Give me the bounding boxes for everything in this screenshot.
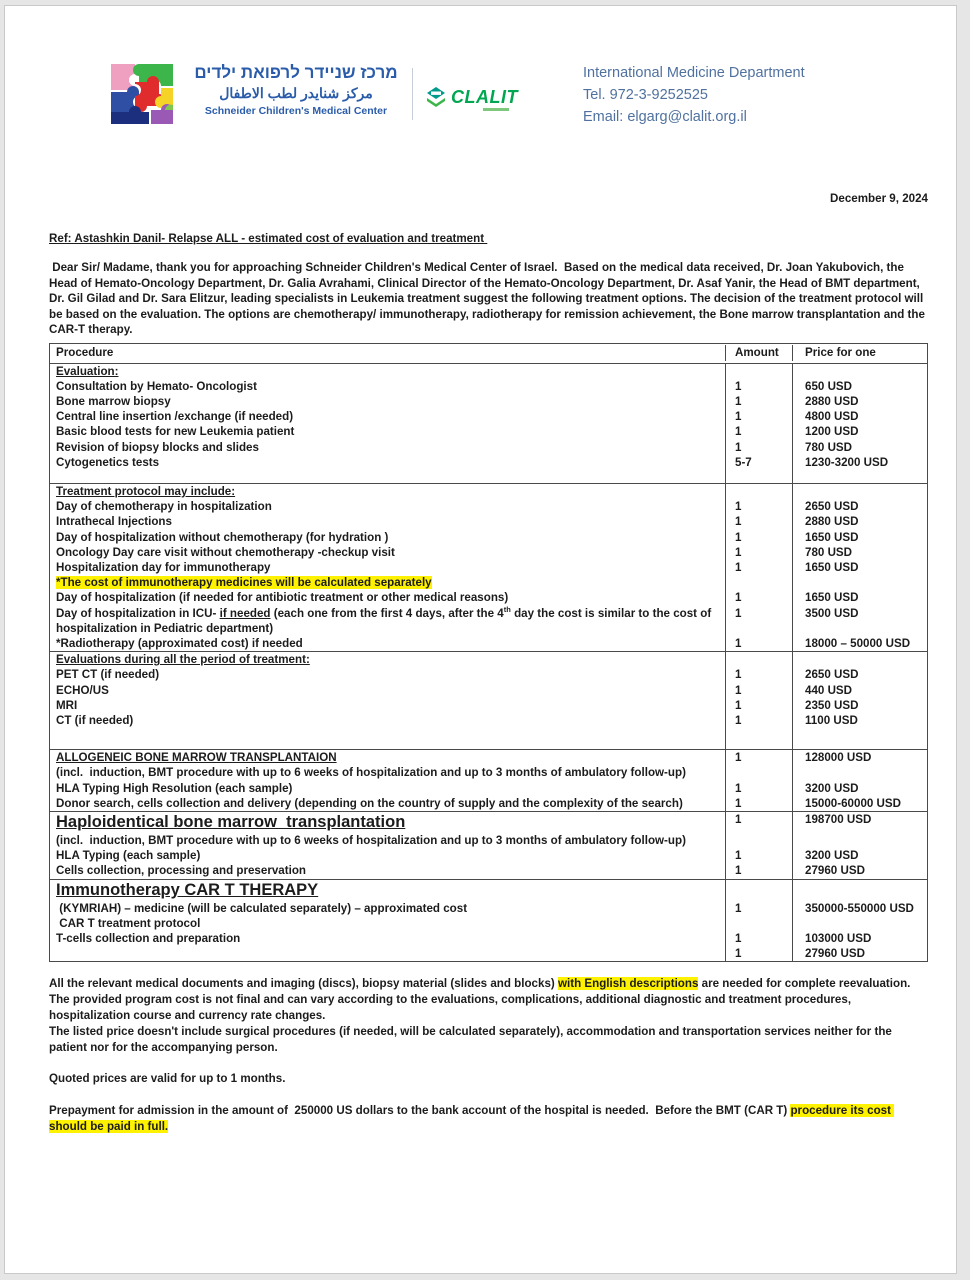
price-cell xyxy=(792,916,927,931)
text-segment: Day of hospitalization in ICU- xyxy=(56,606,220,620)
table-section xyxy=(50,750,927,812)
amount-cell: 1 xyxy=(725,394,792,409)
clalit-wordmark: CLALIT xyxy=(451,86,518,107)
text-segment: Treatment protocol may include: xyxy=(56,484,236,498)
amount-cell xyxy=(725,765,792,780)
procedure-cell xyxy=(50,683,725,698)
amount-cell: 1 xyxy=(725,863,792,878)
price-cell: 18000 – 50000 USD xyxy=(792,636,927,651)
procedure-cell xyxy=(50,728,725,749)
procedure-cell xyxy=(50,379,725,394)
amount-cell: 1 xyxy=(725,931,792,946)
text-segment: Evaluations during all the period of treatment: xyxy=(56,653,310,667)
text-segment: procedure its cost should be paid in full. xyxy=(49,1104,895,1133)
text-segment: Basic blood tests for new Leukemia patient xyxy=(56,425,295,439)
amount-cell: 1 xyxy=(725,545,792,560)
table-row xyxy=(50,863,927,878)
amount-cell xyxy=(725,833,792,848)
price-cell xyxy=(792,364,927,379)
procedure-cell xyxy=(50,364,725,379)
amount-cell: 1 xyxy=(725,636,792,651)
table-row xyxy=(50,916,927,931)
price-cell xyxy=(792,880,927,901)
amount-cell: 1 xyxy=(725,946,792,961)
procedure-cell xyxy=(50,484,725,499)
amount-cell: 1 xyxy=(725,530,792,545)
table-row xyxy=(50,484,927,499)
cost-table xyxy=(49,343,928,963)
procedure-cell xyxy=(50,636,725,651)
amount-cell xyxy=(725,575,792,590)
department-name: International Medicine Department xyxy=(583,65,805,81)
procedure-cell xyxy=(50,698,725,713)
text-segment: (KYMRIAH) – medicine (will be calculated separately) – approximated cost xyxy=(56,901,468,915)
amount-cell: 1 xyxy=(725,667,792,682)
text-segment: Day of chemotherapy in hospitalization xyxy=(56,500,272,514)
table-section xyxy=(50,364,927,484)
letter-date: December 9, 2024 xyxy=(830,192,928,205)
amount-cell: 1 xyxy=(725,901,792,916)
amount-cell: 1 xyxy=(725,848,792,863)
price-cell xyxy=(792,575,927,590)
table-row xyxy=(50,470,927,483)
table-row xyxy=(50,765,927,780)
text-segment: HLA Typing High Resolution (each sample) xyxy=(56,781,293,795)
table-row xyxy=(50,590,927,605)
clalit-logo xyxy=(425,86,518,108)
table-row xyxy=(50,683,927,698)
text-segment: with English descriptions xyxy=(557,977,699,991)
procedure-cell xyxy=(50,931,725,946)
letter-content xyxy=(49,192,928,1135)
hospital-name-arabic: مركز شنايدر لطب الاطفال xyxy=(219,85,373,101)
hospital-name-hebrew: מרכז שניידר לרפואת ילדים xyxy=(194,63,398,82)
text-segment: Intrathecal Injections xyxy=(56,515,172,529)
table-row xyxy=(50,606,927,636)
text-segment: (incl. induction, BMT procedure with up to 6 weeks of hospitalization and up to 3 months of ambulatory follow-up) xyxy=(56,766,686,780)
text-segment: ECHO/US xyxy=(56,683,109,697)
price-cell xyxy=(792,484,927,499)
amount-cell: 1 xyxy=(725,424,792,439)
amount-cell: 1 xyxy=(725,750,792,765)
price-cell: 1650 USD xyxy=(792,560,927,575)
text-segment: Immunotherapy CAR T THERAPY xyxy=(56,880,319,899)
procedure-cell xyxy=(50,499,725,514)
amount-cell xyxy=(725,484,792,499)
price-cell: 3500 USD xyxy=(792,606,927,636)
text-segment: Donor search, cells collection and delivery (depending on the country of supply and the complexity of the search) xyxy=(56,796,683,810)
price-cell: 3200 USD xyxy=(792,781,927,796)
table-row xyxy=(50,946,927,961)
text-segment: Day of hospitalization (if needed for antibiotic treatment or other medical reasons) xyxy=(56,591,509,605)
procedure-cell xyxy=(50,455,725,470)
table-row xyxy=(50,394,927,409)
text-segment: Haploidentical bone marrow transplantation xyxy=(56,812,406,831)
footer-paragraph xyxy=(49,992,928,1024)
footer-paragraph xyxy=(49,1103,928,1135)
price-cell: 4800 USD xyxy=(792,409,927,424)
text-segment: The provided program cost is not final and can vary according to the evaluations, complications, additional diagnostic and treatment procedures, hospitalization course and currency rate changes. xyxy=(49,993,855,1022)
procedure-cell xyxy=(50,713,725,728)
table-row xyxy=(50,901,927,916)
amount-cell: 1 xyxy=(725,683,792,698)
clalit-tagline-mark xyxy=(483,108,509,111)
footer-paragraph xyxy=(49,976,928,992)
table-row xyxy=(50,667,927,682)
amount-cell: 1 xyxy=(725,409,792,424)
footer-paragraph xyxy=(49,1071,928,1087)
text-segment: CT (if needed) xyxy=(56,713,134,727)
text-segment: All the relevant medical documents and imaging (discs), biopsy material (slides and blocks) xyxy=(49,977,558,991)
schneider-puzzle-logo-icon xyxy=(105,58,179,130)
text-segment: if needed xyxy=(219,606,271,620)
text-segment: *Radiotherapy (approximated cost) if needed xyxy=(56,636,303,650)
table-row xyxy=(50,636,927,651)
price-cell: 1650 USD xyxy=(792,530,927,545)
amount-cell: 1 xyxy=(725,796,792,811)
text-segment: Bone marrow biopsy xyxy=(56,394,171,408)
text-segment: The listed price doesn't include surgical procedures (if needed, will be calculated separately), accommodation and transportation services neither for the patient nor for the accompanying person. xyxy=(49,1024,896,1054)
table-row xyxy=(50,812,927,833)
amount-cell xyxy=(725,652,792,667)
price-cell: 1200 USD xyxy=(792,424,927,439)
amount-cell: 1 xyxy=(725,514,792,529)
price-cell: 27960 USD xyxy=(792,863,927,878)
table-section xyxy=(50,484,927,652)
text-segment: MRI xyxy=(56,698,78,712)
price-cell xyxy=(792,728,927,749)
table-row xyxy=(50,424,927,439)
email-address: Email: elgarg@clalit.org.il xyxy=(583,109,747,125)
procedure-cell xyxy=(50,440,725,455)
table-row xyxy=(50,781,927,796)
procedure-cell xyxy=(50,514,725,529)
price-cell: 2880 USD xyxy=(792,394,927,409)
amount-cell: 1 xyxy=(725,590,792,605)
text-segment: (incl. induction, BMT procedure with up to 6 weeks of hospitalization and up to 3 months of ambulatory follow-up) xyxy=(56,833,686,847)
footer-paragraph xyxy=(49,1024,928,1056)
text-segment: ALLOGENEIC BONE MARROW TRANSPLANTAION xyxy=(56,751,337,765)
procedure-cell xyxy=(50,750,725,765)
amount-cell xyxy=(725,916,792,931)
table-row xyxy=(50,713,927,728)
text-segment: Consultation by Hemato- Oncologist xyxy=(56,379,257,393)
procedure-cell xyxy=(50,765,725,780)
table-row xyxy=(50,440,927,455)
amount-cell: 1 xyxy=(725,499,792,514)
text-segment: Evaluation: xyxy=(56,364,119,378)
table-row xyxy=(50,796,927,811)
table-row xyxy=(50,530,927,545)
text-segment: Cells collection, processing and preservation xyxy=(56,864,306,878)
table-row xyxy=(50,848,927,863)
hospital-name-english: Schneider Children's Medical Center xyxy=(204,105,388,117)
amount-cell xyxy=(725,728,792,749)
table-row xyxy=(50,728,927,749)
text-segment: Oncology Day care visit without chemotherapy -checkup visit xyxy=(56,545,395,559)
table-row xyxy=(50,499,927,514)
price-cell: 27960 USD xyxy=(792,946,927,961)
amount-cell: 1 xyxy=(725,606,792,636)
price-cell: 2350 USD xyxy=(792,698,927,713)
price-cell: 350000-550000 USD xyxy=(792,901,927,916)
price-cell xyxy=(792,652,927,667)
text-segment: HLA Typing (each sample) xyxy=(56,849,201,863)
price-cell: 1230-3200 USD xyxy=(792,455,927,470)
table-row xyxy=(50,514,927,529)
price-cell: 2650 USD xyxy=(792,667,927,682)
table-row xyxy=(50,880,927,901)
procedure-cell xyxy=(50,424,725,439)
amount-cell: 1 xyxy=(725,713,792,728)
text-segment: Day of hospitalization without chemotherapy (for hydration ) xyxy=(56,530,389,544)
clalit-diamond-icon xyxy=(425,86,447,108)
price-cell: 1100 USD xyxy=(792,713,927,728)
procedure-cell xyxy=(50,545,725,560)
procedure-cell xyxy=(50,880,725,901)
procedure-cell xyxy=(50,606,725,636)
price-cell: 198700 USD xyxy=(792,812,927,833)
amount-cell xyxy=(725,880,792,901)
hospital-name-block xyxy=(187,62,405,119)
procedure-cell xyxy=(50,901,725,916)
price-cell xyxy=(792,765,927,780)
amount-cell: 1 xyxy=(725,440,792,455)
procedure-cell xyxy=(50,652,725,667)
table-row xyxy=(50,575,927,590)
procedure-cell xyxy=(50,409,725,424)
table-row xyxy=(50,833,927,848)
text-segment: Quoted prices are valid for up to 1 months. xyxy=(49,1072,286,1086)
amount-cell: 1 xyxy=(725,812,792,833)
procedure-cell xyxy=(50,530,725,545)
procedure-cell xyxy=(50,946,725,961)
price-cell: 2650 USD xyxy=(792,499,927,514)
amount-cell: 1 xyxy=(725,698,792,713)
text-segment: PET CT (if needed) xyxy=(56,668,160,682)
amount-cell xyxy=(725,470,792,483)
price-cell: 440 USD xyxy=(792,683,927,698)
table-section xyxy=(50,880,927,962)
amount-cell: 1 xyxy=(725,560,792,575)
table-header-row xyxy=(50,344,927,364)
table-row xyxy=(50,545,927,560)
amount-cell xyxy=(725,364,792,379)
amount-cell: 1 xyxy=(725,379,792,394)
procedure-cell xyxy=(50,781,725,796)
procedure-cell xyxy=(50,667,725,682)
text-segment: day the cost is similar to the cost of hospitalization in Pediatric department) xyxy=(56,606,715,635)
procedure-cell xyxy=(50,590,725,605)
text-segment: th xyxy=(503,604,511,614)
text-segment: Prepayment for admission in the amount of 250000 US dollars to the bank account of the hospital is needed. Before the BMT (CAR T) xyxy=(49,1104,791,1118)
phone-number: Tel. 972-3-9252525 xyxy=(583,87,708,103)
text-segment: *The cost of immunotherapy medicines will be calculated separately xyxy=(56,576,432,590)
column-header-price: Price for one xyxy=(792,345,927,360)
table-row xyxy=(50,698,927,713)
text-segment: (each one from the first 4 days, after the 4 xyxy=(270,606,504,620)
price-cell: 1650 USD xyxy=(792,590,927,605)
procedure-cell xyxy=(50,394,725,409)
text-segment: CAR T treatment protocol xyxy=(56,916,201,930)
price-cell: 780 USD xyxy=(792,545,927,560)
price-cell xyxy=(792,470,927,483)
procedure-cell xyxy=(50,560,725,575)
contact-block xyxy=(583,62,805,128)
text-segment: are needed for complete reevaluation. xyxy=(698,977,911,991)
amount-cell: 1 xyxy=(725,781,792,796)
amount-cell: 5-7 xyxy=(725,455,792,470)
procedure-cell xyxy=(50,812,725,833)
header-divider xyxy=(412,68,413,120)
table-row xyxy=(50,409,927,424)
table-row xyxy=(50,931,927,946)
text-segment: Central line insertion /exchange (if needed) xyxy=(56,410,294,424)
price-cell: 780 USD xyxy=(792,440,927,455)
column-header-procedure: Procedure xyxy=(56,346,114,360)
table-row xyxy=(50,455,927,470)
procedure-cell xyxy=(50,470,725,483)
price-cell: 15000-60000 USD xyxy=(792,796,927,811)
text-segment: Revision of biopsy blocks and slides xyxy=(56,440,259,454)
table-body xyxy=(50,364,927,962)
price-cell: 103000 USD xyxy=(792,931,927,946)
table-section xyxy=(50,652,927,750)
text-segment: T-cells collection and preparation xyxy=(56,932,241,945)
reference-line: Ref: Astashkin Danil- Relapse ALL - estimated cost of evaluation and treatment xyxy=(49,232,488,245)
text-segment: Cytogenetics tests xyxy=(56,455,160,469)
table-row xyxy=(50,652,927,667)
price-cell: 128000 USD xyxy=(792,750,927,765)
footer-notes xyxy=(49,976,928,1134)
procedure-cell xyxy=(50,916,725,931)
procedure-cell xyxy=(50,575,725,590)
column-header-amount: Amount xyxy=(725,345,792,360)
table-section xyxy=(50,812,927,880)
procedure-cell xyxy=(50,863,725,878)
table-row xyxy=(50,379,927,394)
price-cell xyxy=(792,833,927,848)
procedure-cell xyxy=(50,796,725,811)
procedure-cell xyxy=(50,848,725,863)
price-cell: 650 USD xyxy=(792,379,927,394)
table-row xyxy=(50,560,927,575)
text-segment: Hospitalization day for immunotherapy xyxy=(56,560,271,574)
table-row xyxy=(50,364,927,379)
price-cell: 2880 USD xyxy=(792,514,927,529)
intro-paragraph: Dear Sir/ Madame, thank you for approaching Schneider Children's Medical Center of Israel. Based on the medical data received, Dr. Joan Yakubovich, the Head of Hemato-Oncology Department, Dr. Galia Avrahami, Clinical Director of the Hemato-Oncology Department, Dr. Asaf Yanir, the Head of BMT department, Dr. Gil Gilad and Dr. Sara Elitzur, leading specialists in Leukemia treatment suggest the following treatment options. The decision of the treatment protocol will be based on the evaluation. The options are chemotherapy/ immunotherapy, radiotherapy for remission achievement, the Bone marrow transplantation and the CAR-T therapy. xyxy=(49,261,929,336)
table-row xyxy=(50,750,927,765)
letter-page xyxy=(4,5,957,1274)
procedure-cell xyxy=(50,833,725,848)
price-cell: 3200 USD xyxy=(792,848,927,863)
